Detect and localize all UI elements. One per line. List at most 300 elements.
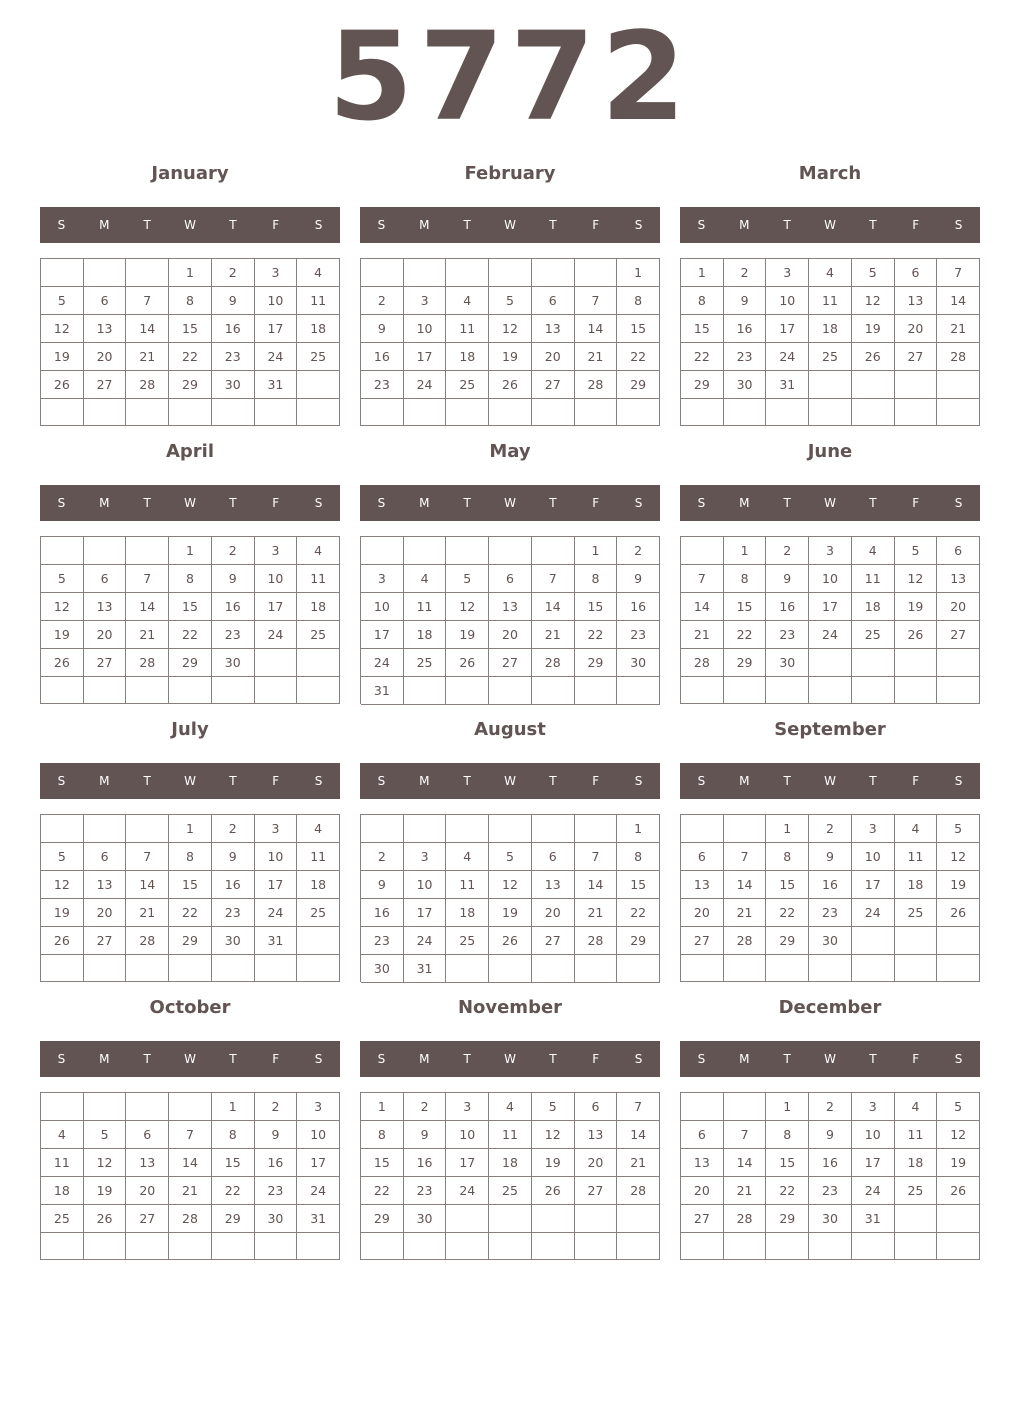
day-cell: 26 [41, 371, 84, 399]
day-cell: 30 [212, 927, 255, 955]
weekday-label: F [912, 218, 920, 232]
day-cell: 7 [169, 1121, 212, 1149]
day-cell: 18 [297, 593, 340, 621]
day-cell: 25 [297, 343, 340, 371]
weekday-label: S [954, 496, 963, 510]
day-cell: 6 [84, 843, 127, 871]
day-cell [212, 399, 255, 426]
day-cell: 16 [617, 593, 660, 621]
day-cell [681, 677, 724, 704]
day-cell: 25 [895, 899, 938, 927]
weekday-label: S [314, 218, 323, 232]
day-cell [84, 815, 127, 843]
day-cell: 20 [895, 315, 938, 343]
day-cell [937, 677, 980, 704]
day-cell: 27 [681, 927, 724, 955]
day-cell [489, 677, 532, 705]
day-cell: 5 [852, 259, 895, 287]
weekday-label: W [184, 774, 196, 788]
weekday-label: F [912, 496, 920, 510]
day-cell: 23 [809, 1177, 852, 1205]
day-cell: 1 [169, 537, 212, 565]
day-cell: 25 [809, 343, 852, 371]
day-cell: 12 [84, 1149, 127, 1177]
day-cell: 29 [617, 927, 660, 955]
day-cell: 11 [41, 1149, 84, 1177]
weekday-label: T [229, 1052, 237, 1066]
day-cell: 22 [212, 1177, 255, 1205]
day-cell: 2 [361, 287, 404, 315]
weekday-label: S [57, 774, 66, 788]
day-cell: 18 [809, 315, 852, 343]
day-cell [84, 1233, 127, 1260]
day-cell [126, 259, 169, 287]
weekday-label: S [697, 774, 706, 788]
day-cell: 21 [937, 315, 980, 343]
day-cell: 6 [489, 565, 532, 593]
day-cell: 16 [809, 871, 852, 899]
day-cell: 14 [724, 871, 767, 899]
day-cell [446, 955, 489, 983]
day-cell: 13 [532, 871, 575, 899]
weekday-label: T [783, 218, 791, 232]
day-cell: 19 [895, 593, 938, 621]
day-cell [297, 677, 340, 704]
weekday-label: T [783, 774, 791, 788]
weekday-label: T [463, 218, 471, 232]
weekday-label: F [912, 774, 920, 788]
weekday-label: W [504, 218, 516, 232]
day-cell [446, 677, 489, 705]
day-cell: 21 [575, 343, 618, 371]
weekday-label: M [739, 218, 750, 232]
day-cell: 10 [809, 565, 852, 593]
day-cell: 24 [446, 1177, 489, 1205]
day-cell: 31 [766, 371, 809, 399]
day-cell: 18 [404, 621, 447, 649]
day-cell: 19 [446, 621, 489, 649]
day-cell: 19 [41, 899, 84, 927]
day-cell [895, 677, 938, 704]
day-cell: 17 [809, 593, 852, 621]
day-cell: 9 [361, 315, 404, 343]
day-cell: 3 [255, 537, 298, 565]
day-cell: 23 [724, 343, 767, 371]
day-grid [680, 1092, 980, 1260]
day-cell: 30 [212, 649, 255, 677]
day-cell: 13 [126, 1149, 169, 1177]
day-cell: 8 [681, 287, 724, 315]
weekday-label: T [869, 774, 877, 788]
day-cell [255, 955, 298, 982]
day-cell: 5 [895, 537, 938, 565]
day-cell: 11 [852, 565, 895, 593]
day-cell: 9 [255, 1121, 298, 1149]
day-cell: 12 [937, 1121, 980, 1149]
day-cell [41, 399, 84, 426]
day-cell: 14 [575, 315, 618, 343]
day-cell: 26 [41, 649, 84, 677]
day-cell: 3 [852, 1093, 895, 1121]
day-cell: 22 [724, 621, 767, 649]
day-cell [41, 677, 84, 704]
day-cell: 2 [404, 1093, 447, 1121]
day-cell: 11 [895, 843, 938, 871]
day-cell [361, 815, 404, 843]
month-name: December [778, 997, 882, 1018]
day-cell: 1 [766, 1093, 809, 1121]
day-cell: 24 [852, 1177, 895, 1205]
day-cell: 21 [126, 343, 169, 371]
day-cell [126, 1233, 169, 1260]
weekday-header [680, 485, 980, 521]
weekday-label: T [549, 774, 557, 788]
weekday-label: S [697, 218, 706, 232]
day-cell: 23 [766, 621, 809, 649]
day-cell: 21 [126, 899, 169, 927]
day-cell [126, 815, 169, 843]
day-cell: 25 [297, 899, 340, 927]
day-cell: 9 [617, 565, 660, 593]
day-cell: 24 [404, 371, 447, 399]
day-cell: 26 [937, 1177, 980, 1205]
day-cell: 26 [852, 343, 895, 371]
day-cell [126, 537, 169, 565]
day-cell [575, 399, 618, 426]
day-cell: 14 [532, 593, 575, 621]
day-cell: 5 [446, 565, 489, 593]
day-cell: 5 [489, 287, 532, 315]
day-cell: 13 [84, 315, 127, 343]
month-name: June [807, 441, 853, 462]
day-cell: 1 [212, 1093, 255, 1121]
day-cell: 10 [446, 1121, 489, 1149]
day-cell: 26 [446, 649, 489, 677]
day-cell [575, 955, 618, 983]
day-cell: 14 [126, 593, 169, 621]
day-cell: 22 [361, 1177, 404, 1205]
day-cell: 5 [41, 843, 84, 871]
day-cell: 6 [84, 565, 127, 593]
day-cell [766, 955, 809, 982]
day-cell [895, 1233, 938, 1260]
day-cell [446, 1205, 489, 1233]
day-cell: 19 [489, 343, 532, 371]
weekday-label: S [697, 496, 706, 510]
day-cell: 8 [212, 1121, 255, 1149]
day-cell: 8 [617, 843, 660, 871]
day-cell: 7 [724, 1121, 767, 1149]
day-cell: 22 [681, 343, 724, 371]
day-cell [937, 1233, 980, 1260]
day-cell: 29 [169, 649, 212, 677]
day-cell: 4 [297, 815, 340, 843]
day-cell: 10 [255, 565, 298, 593]
day-cell: 4 [446, 843, 489, 871]
day-cell: 27 [937, 621, 980, 649]
day-cell [532, 955, 575, 983]
day-cell: 16 [255, 1149, 298, 1177]
day-cell: 8 [361, 1121, 404, 1149]
day-cell [809, 371, 852, 399]
day-cell: 24 [255, 343, 298, 371]
day-cell: 17 [255, 593, 298, 621]
day-cell [212, 955, 255, 982]
day-cell: 27 [681, 1205, 724, 1233]
day-cell [169, 955, 212, 982]
day-cell: 16 [724, 315, 767, 343]
day-cell: 22 [169, 621, 212, 649]
weekday-label: T [869, 496, 877, 510]
day-cell: 17 [255, 871, 298, 899]
day-cell: 25 [41, 1205, 84, 1233]
day-cell [84, 399, 127, 426]
weekday-label: S [634, 496, 643, 510]
day-cell: 29 [617, 371, 660, 399]
day-cell [895, 399, 938, 426]
weekday-label: T [549, 1052, 557, 1066]
weekday-header [680, 207, 980, 243]
day-grid [40, 1092, 340, 1260]
day-cell: 6 [937, 537, 980, 565]
day-cell: 2 [212, 259, 255, 287]
day-cell: 8 [169, 843, 212, 871]
day-cell: 20 [532, 899, 575, 927]
month-name: May [489, 441, 531, 462]
day-cell: 10 [852, 1121, 895, 1149]
day-cell: 8 [766, 1121, 809, 1149]
day-cell [532, 399, 575, 426]
day-cell: 28 [575, 927, 618, 955]
day-cell: 26 [489, 371, 532, 399]
weekday-label: F [912, 1052, 920, 1066]
day-cell: 12 [41, 871, 84, 899]
day-cell: 3 [297, 1093, 340, 1121]
day-cell [724, 1233, 767, 1260]
day-cell [126, 1093, 169, 1121]
weekday-label: F [592, 218, 600, 232]
day-cell: 21 [681, 621, 724, 649]
day-cell: 18 [852, 593, 895, 621]
day-cell [361, 537, 404, 565]
day-cell: 7 [575, 843, 618, 871]
day-cell [575, 1205, 618, 1233]
weekday-label: F [592, 496, 600, 510]
day-cell: 30 [255, 1205, 298, 1233]
weekday-label: T [229, 218, 237, 232]
day-cell: 16 [766, 593, 809, 621]
day-cell: 2 [361, 843, 404, 871]
day-cell: 30 [724, 371, 767, 399]
day-cell [895, 955, 938, 982]
day-cell: 22 [766, 1177, 809, 1205]
day-cell: 28 [126, 649, 169, 677]
day-cell: 27 [895, 343, 938, 371]
day-cell: 9 [809, 1121, 852, 1149]
day-cell [532, 1205, 575, 1233]
weekday-header [40, 485, 340, 521]
day-cell: 30 [809, 927, 852, 955]
day-cell: 29 [169, 371, 212, 399]
day-cell [361, 399, 404, 426]
day-cell: 9 [404, 1121, 447, 1149]
weekday-label: T [463, 496, 471, 510]
day-cell [446, 537, 489, 565]
day-grid [40, 536, 340, 704]
day-cell: 15 [212, 1149, 255, 1177]
day-cell: 25 [404, 649, 447, 677]
weekday-header [40, 1041, 340, 1077]
day-cell: 20 [84, 899, 127, 927]
day-cell: 2 [809, 815, 852, 843]
day-cell [446, 259, 489, 287]
weekday-header [360, 485, 660, 521]
day-cell [255, 1233, 298, 1260]
day-cell: 8 [169, 287, 212, 315]
day-cell: 23 [617, 621, 660, 649]
day-cell: 6 [84, 287, 127, 315]
day-cell [937, 399, 980, 426]
weekday-label: S [377, 496, 386, 510]
day-cell: 6 [532, 287, 575, 315]
day-cell [895, 371, 938, 399]
day-cell [41, 1233, 84, 1260]
day-cell [446, 399, 489, 426]
day-cell [84, 259, 127, 287]
day-grid [680, 536, 980, 704]
day-cell: 13 [681, 1149, 724, 1177]
day-cell: 7 [126, 843, 169, 871]
weekday-label: F [272, 218, 280, 232]
day-cell: 17 [297, 1149, 340, 1177]
weekday-label: T [143, 774, 151, 788]
day-cell: 24 [766, 343, 809, 371]
day-cell: 23 [809, 899, 852, 927]
day-cell: 29 [681, 371, 724, 399]
day-cell: 28 [532, 649, 575, 677]
weekday-label: T [869, 1052, 877, 1066]
day-cell: 11 [297, 565, 340, 593]
day-cell: 22 [617, 343, 660, 371]
day-cell [489, 537, 532, 565]
day-cell [41, 955, 84, 982]
day-cell: 13 [84, 593, 127, 621]
weekday-label: M [739, 496, 750, 510]
weekday-label: S [697, 1052, 706, 1066]
day-cell [212, 1233, 255, 1260]
day-cell: 12 [895, 565, 938, 593]
day-cell [617, 677, 660, 705]
day-cell: 23 [212, 621, 255, 649]
day-cell: 4 [404, 565, 447, 593]
day-cell: 9 [212, 287, 255, 315]
day-cell: 27 [575, 1177, 618, 1205]
day-cell: 26 [532, 1177, 575, 1205]
day-cell: 13 [84, 871, 127, 899]
day-cell: 19 [84, 1177, 127, 1205]
day-cell [404, 399, 447, 426]
day-cell: 7 [532, 565, 575, 593]
day-cell: 16 [809, 1149, 852, 1177]
day-cell: 6 [126, 1121, 169, 1149]
day-cell: 4 [489, 1093, 532, 1121]
day-cell [809, 955, 852, 982]
day-cell: 11 [489, 1121, 532, 1149]
weekday-label: S [954, 774, 963, 788]
day-cell [724, 815, 767, 843]
day-cell [852, 399, 895, 426]
day-cell: 5 [937, 815, 980, 843]
day-cell [126, 955, 169, 982]
weekday-header [360, 763, 660, 799]
day-cell [617, 955, 660, 983]
weekday-label: S [314, 1052, 323, 1066]
day-cell: 20 [84, 621, 127, 649]
day-cell: 31 [404, 955, 447, 983]
day-cell [84, 677, 127, 704]
weekday-label: W [824, 774, 836, 788]
day-cell: 24 [255, 621, 298, 649]
day-cell [895, 1205, 938, 1233]
day-cell: 29 [169, 927, 212, 955]
day-grid [360, 1092, 660, 1260]
day-cell: 10 [404, 315, 447, 343]
day-cell: 5 [532, 1093, 575, 1121]
day-cell: 13 [681, 871, 724, 899]
day-cell [724, 1093, 767, 1121]
day-cell [617, 1205, 660, 1233]
weekday-label: T [229, 496, 237, 510]
day-cell: 4 [895, 815, 938, 843]
day-cell: 27 [84, 927, 127, 955]
day-cell: 20 [489, 621, 532, 649]
day-cell [404, 815, 447, 843]
day-cell: 31 [852, 1205, 895, 1233]
weekday-label: T [463, 1052, 471, 1066]
day-grid [40, 814, 340, 982]
day-cell [446, 815, 489, 843]
day-cell: 25 [852, 621, 895, 649]
day-cell: 12 [446, 593, 489, 621]
day-cell: 31 [255, 927, 298, 955]
weekday-label: S [314, 774, 323, 788]
day-cell [766, 1233, 809, 1260]
weekday-label: T [549, 496, 557, 510]
day-cell [41, 537, 84, 565]
day-cell: 25 [489, 1177, 532, 1205]
day-cell: 18 [489, 1149, 532, 1177]
day-cell: 7 [681, 565, 724, 593]
day-cell: 20 [532, 343, 575, 371]
weekday-label: W [824, 218, 836, 232]
day-cell: 24 [809, 621, 852, 649]
day-grid [40, 258, 340, 426]
weekday-label: T [143, 1052, 151, 1066]
weekday-label: T [869, 218, 877, 232]
day-cell: 2 [255, 1093, 298, 1121]
day-cell: 15 [766, 1149, 809, 1177]
day-cell: 15 [617, 871, 660, 899]
day-cell: 18 [895, 1149, 938, 1177]
day-cell [255, 677, 298, 704]
day-cell [895, 649, 938, 677]
day-cell: 12 [41, 593, 84, 621]
day-cell: 10 [297, 1121, 340, 1149]
day-cell: 31 [297, 1205, 340, 1233]
day-cell: 9 [766, 565, 809, 593]
day-cell: 15 [617, 315, 660, 343]
weekday-label: W [504, 774, 516, 788]
